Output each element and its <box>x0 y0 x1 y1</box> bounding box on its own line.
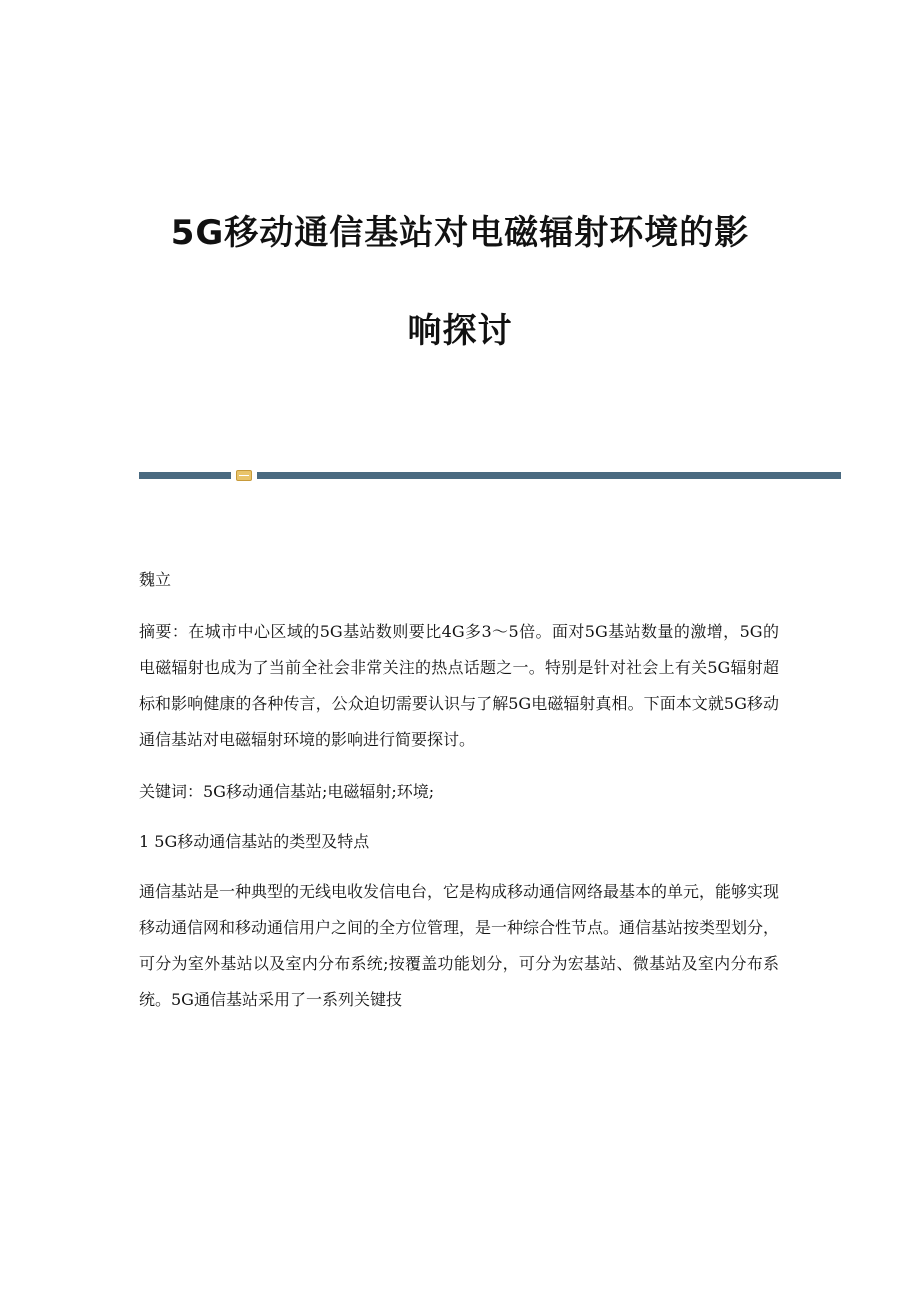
title-line-1: 5G移动通信基站对电磁辐射环境的影 <box>170 213 750 253</box>
document-title <box>60 210 860 354</box>
divider-ornament-icon <box>236 470 252 481</box>
document-body <box>139 562 779 1018</box>
title-divider <box>139 470 841 480</box>
abstract-paragraph: 摘要：在城市中心区域的5G基站数则要比4G多3～5倍。面对5G基站数量的激增，5G的电磁辐射也成为了当前全社会非常关注的热点话题之一。特别是针对社会上有关5G辐射超标和影响健康的各种传言，公众迫切需要认识与了解5G电磁辐射真相。下面本文就5G移动通信基站对电磁辐射环境的影响进行简要探讨。 <box>139 622 779 749</box>
title-line-2: 响探讨 <box>407 311 513 351</box>
divider-bar-left <box>139 472 231 479</box>
divider-bar-right <box>257 472 841 479</box>
body-paragraph: 通信基站是一种典型的无线电收发信电台，它是构成移动通信网络最基本的单元，能够实现移动通信网和移动通信用户之间的全方位管理，是一种综合性节点。通信基站按类型划分，可分为室外基站以及室内分布系统;按覆盖功能划分，可分为宏基站、微基站及室内分布系统。5G通信基站采用了一系列关键技 <box>139 882 780 1009</box>
keywords-line: 关键词：5G移动通信基站;电磁辐射;环境; <box>139 782 435 801</box>
author-name: 魏立 <box>139 570 172 589</box>
section-heading: 1 5G移动通信基站的类型及特点 <box>139 832 370 851</box>
